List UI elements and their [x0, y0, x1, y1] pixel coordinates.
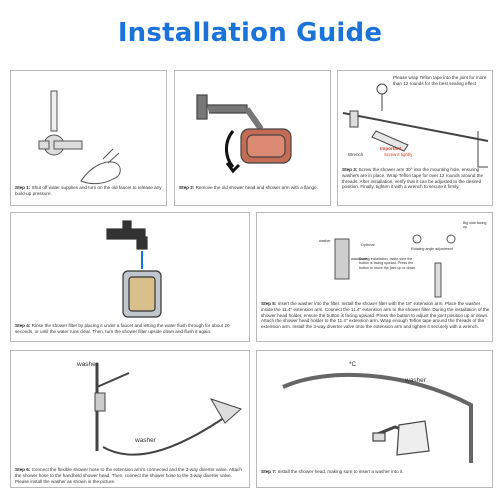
step-7-degree-label: *C: [349, 361, 357, 368]
step-3-text: Screw the shower arm 30° into the mounting hole, ensuring washers are in place. Wrap Teflon tape for over 12 rounds around the threads. After installation, verify that it can be adjusted to the desired position. Finally, tighten it with a wrench to secure it firmly.: [342, 167, 484, 190]
step-6-washer-top-label: washer: [77, 361, 98, 368]
step-1-panel: [10, 70, 167, 206]
step-1-text: Shut off water supplies and turn on the old faucet to release any build-up pressure.: [15, 185, 162, 196]
step-3-note: Please wrap Teflon tape into the joint for more than 12 rounds for the best sealing effect: [393, 75, 487, 86]
step-6-text: Connect the flexible shower hose to the extension arm's connected and the 3-way diverter valve. Attach the shower hose to the handheld shower head. Then, connect the shower hose to the 3-way diverter valve. Please install the washer as shown in the picture.: [15, 467, 242, 484]
step-5-washer-label: washer: [319, 239, 331, 243]
step-3-panel: [337, 70, 493, 206]
step-3-number: Step 3:: [342, 167, 358, 172]
step-5-panel: [256, 212, 493, 342]
step-7-number: Step 7:: [261, 469, 277, 474]
step-3-wrench-label: Wrench: [348, 152, 364, 157]
step-2-panel: [174, 70, 331, 206]
step-3-important-label: Important: [380, 146, 402, 151]
step-7-washer-label: washer: [405, 377, 426, 384]
step-5-text: Insert the washer into the filter. Install the shower filter with the 18" extension arm. Place the washer inside the 11.4" extension arm. Connect the 11.4" extension arm to the shower filter. During the installation of the shower head holder, ensure the button is facing upward. Press the button to adjust the joint position up or down. Attach the shower head holder to the 11.4" extension arm. Wrap enough Teflon tape around the threads of the extension arm. Install the 3-way diverter valve onto the extension arm and tighten it securely with a wrench.: [261, 301, 490, 330]
step-3-screw-label: Screw it tightly: [384, 152, 413, 157]
page-title: Installation Guide: [117, 18, 383, 48]
step-4-text: Rinse the shower filter by placing it under a faucet and letting the water flush through for about 20 seconds, or until the water runs clear. Then, turn the shower filter upside down and flush it again.: [15, 323, 230, 334]
step-2-number: Step 2:: [179, 185, 195, 190]
shower-head-install-illustration: [257, 351, 493, 488]
step-5-during-note: During installation, make sure the button is facing upward. Press the button to move the joint up or down.: [359, 257, 417, 270]
step-7-panel: [256, 350, 493, 488]
step-6-number: Step 6:: [15, 467, 31, 472]
step-6-panel: [10, 350, 250, 488]
step-6-washer-bottom-label: washer: [135, 437, 156, 444]
step-5-optional-label: Optional: [361, 243, 375, 247]
step-5-rotating-label: Rotating angle adjustment: [411, 247, 453, 251]
step-4-number: Step 4:: [15, 323, 31, 328]
step-7-text: Install the shower head, making sure to insert a washer into it.: [277, 469, 404, 474]
step-5-number: Step 5:: [261, 301, 277, 306]
step-4-panel: [10, 212, 250, 342]
step-5-big-side-label: Big side facing up: [463, 221, 487, 230]
step-2-text: Remove the old shower head and shower arm with a flange.: [195, 185, 318, 190]
step-1-number: Step 1:: [15, 185, 31, 190]
